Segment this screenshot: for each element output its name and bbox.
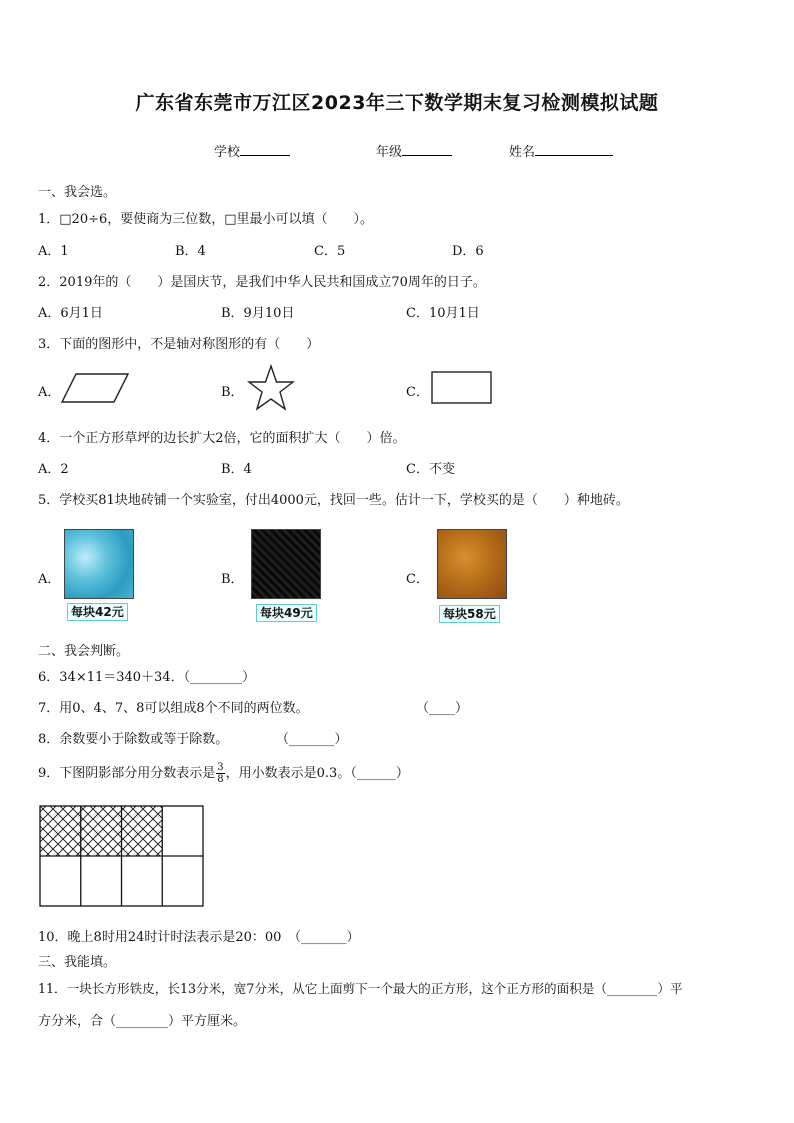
name-label: 姓名 [509,145,536,160]
q5-option-c: C． [406,572,429,587]
question-11-line-2: 方分米，合（________）平方厘米。 [38,1014,247,1029]
name-field [509,141,613,160]
school-label: 学校 [214,145,241,160]
grade-blank [402,141,452,156]
q1-option-b: B．4 [175,244,206,259]
question-1: 1．□20÷6，要使商为三位数，□里最小可以填（ ）。 [38,212,374,227]
q5-option-a: A． [38,572,61,587]
q4-option-c: C．不变 [406,462,455,477]
price-label-a: 每块42元 [67,603,128,621]
q1-option-a: A．1 [38,244,69,259]
tile-image-a [64,529,134,599]
question-7: 7．用0、4、7、8可以组成8个不同的两位数。 [38,701,309,716]
rectangle-shape [430,370,494,406]
grade-field [376,141,452,160]
section-2-heading: 二、我会判断。 [38,644,130,659]
q1-option-c: C．5 [314,244,346,259]
tile-image-c [437,529,507,599]
q9-suffix: ，用小数表示是0.3。（______） [225,766,409,781]
q2-option-b: B．9月10日 [221,306,295,321]
question-9 [38,762,409,785]
section-3-heading: 三、我能填。 [38,955,117,970]
shaded-cell [122,806,163,856]
fraction-grid-diagram [38,804,206,908]
star-shape [246,364,296,412]
shaded-cell [40,806,81,856]
price-label-c: 每块58元 [439,605,500,623]
fraction-denominator: 8 [217,774,224,785]
q3-option-c: C． [406,385,429,400]
question-4: 4．一个正方形草坪的边长扩大2倍，它的面积扩大（ ）倍。 [38,431,406,446]
q2-option-a: A．6月1日 [38,306,103,321]
q2-option-c: C．10月1日 [406,306,480,321]
page-title: 广东省东莞市万江区2023年三下数学期末复习检测模拟试题 [135,92,659,114]
question-3: 3．下面的图形中，不是轴对称图形的有（ ） [38,337,320,352]
q8-blank: （_______） [276,732,348,747]
q1-option-d: D．6 [452,244,484,259]
school-field [214,141,290,160]
question-6: 6．34×11＝340＋34．（________） [38,670,256,685]
question-5: 5．学校买81块地砖铺一个实验室，付出4000元，找回一些。估计一下，学校买的是（ ）种地砖。 [38,493,629,508]
q3-option-a: A． [38,385,61,400]
grade-label: 年级 [376,145,403,160]
question-8: 8．余数要小于除数或等于除数。 [38,732,229,747]
question-10: 10．晚上8时用24时计时法表示是20：00 （_______） [38,930,360,945]
tile-image-b [251,529,321,599]
q9-prefix: 9．下图阴影部分用分数表示是 [38,766,216,781]
question-2: 2．2019年的（ ）是国庆节，是我们中华人民共和国成立70周年的日子。 [38,275,486,290]
school-blank [240,141,290,156]
name-blank [535,141,613,156]
price-label-b: 每块49元 [256,604,317,622]
shaded-cell [81,806,122,856]
question-11-line-1: 11．一块长方形铁皮，长13分米，宽7分米，从它上面剪下一个最大的正方形，这个正方形的面积是（________）平 [38,981,683,996]
q4-option-a: A．2 [38,462,69,477]
q3-option-b: B． [221,385,244,400]
q5-option-b: B． [221,572,244,587]
section-1-heading: 一、我会选。 [38,185,117,200]
fraction-numerator: 3 [217,762,224,773]
q4-option-b: B．4 [221,462,252,477]
parallelogram-shape [60,372,130,404]
fraction [216,762,224,785]
q7-blank: （____） [416,701,469,716]
